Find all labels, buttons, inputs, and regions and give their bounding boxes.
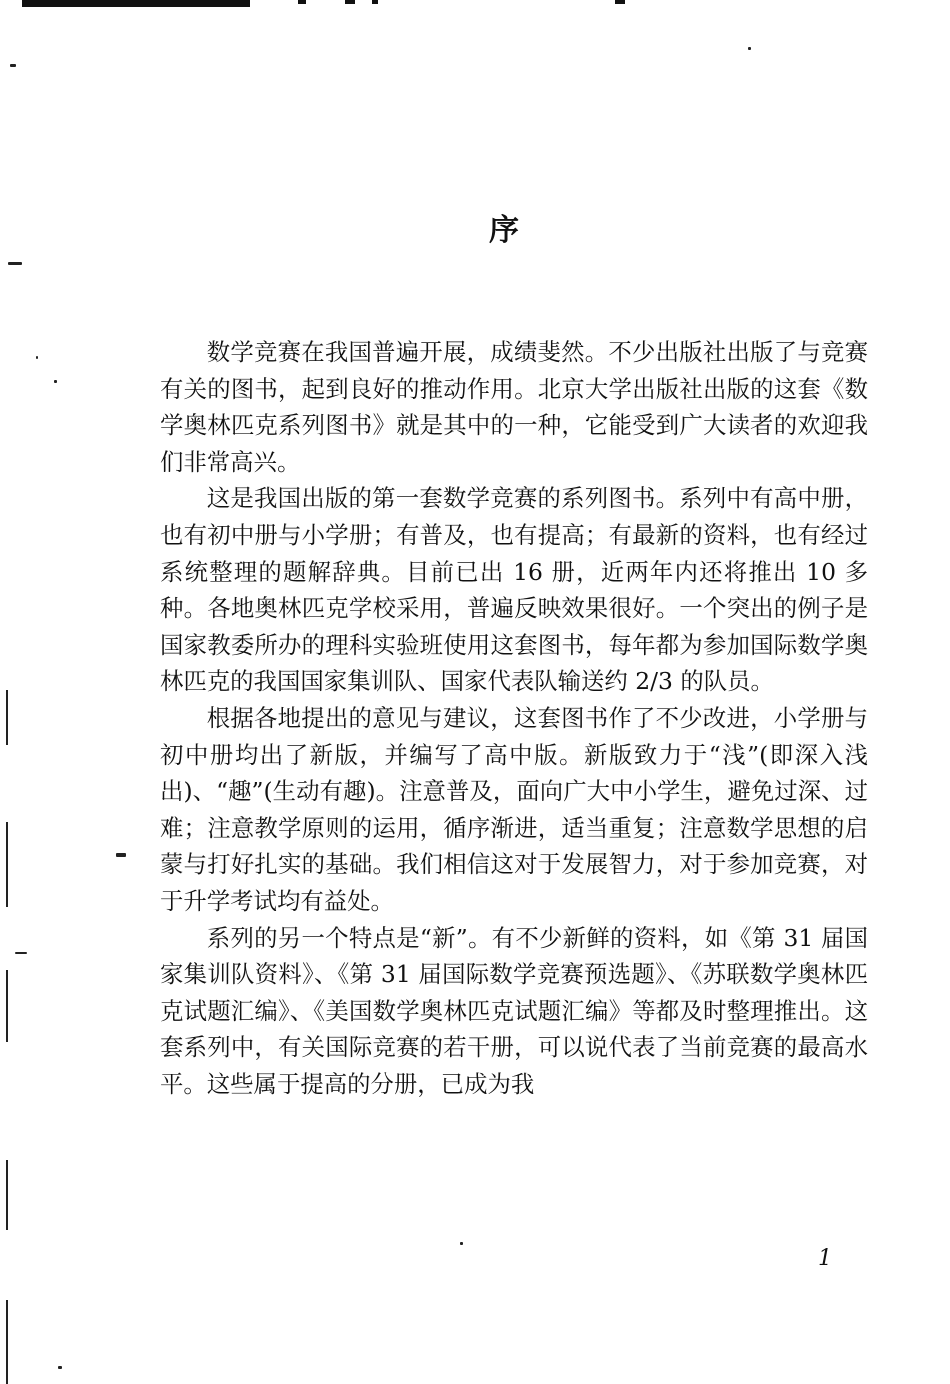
scan-speck [15,952,27,954]
paragraph: 系列的另一个特点是“新”。有不少新鲜的资料，如《第 31 届国家集训队资料》、《第 31 届国际数学竞赛预选题》、《苏联数学奥林匹克试题汇编》、《美国数学奥林匹克试题汇编》等都及时整理推出。这套系列中，有关国际竞赛的若干册，可以说代表了当前竞赛的最高水平。这些属于提高的分册，已成为我 [160,923,868,1098]
scan-top-mark [615,0,625,4]
scan-margin-line [6,1300,8,1384]
scan-speck [116,853,126,857]
scan-margin-line [6,970,8,1042]
scan-speck [8,262,22,265]
paragraph: 数学竞赛在我国普遍开展，成绩斐然。不少出版社出版了与竞赛有关的图书，起到良好的推动作用。北京大学出版社出版的这套《数学奥林匹克系列图书》就是其中的一种，它能受到广大读者的欢迎我们非常高兴。 [160,338,868,476]
scan-margin-line [6,690,8,745]
scan-top-edge-line [22,0,250,7]
page-title: 序 [489,213,521,248]
paragraph: 这是我国出版的第一套数学竞赛的系列图书。系列中有高中册，也有初中册与小学册；有普及，也有提高；有最新的资料，也有经过系统整理的题解辞典。目前已出 16 册，近两年内还将推出 10 多种。各地奥林匹克学校采用，普遍反映效果很好。一个突出的例子是国家教委所办的理科实验班使用这套图书，每年都为参加国际数学奥林匹克的我国国家集训队、国家代表队输送约 2/3 的队员。 [160,484,868,696]
body-text [160,334,868,1102]
scan-top-mark [345,0,355,4]
scan-speck [460,1242,463,1245]
scan-top-mark [298,0,306,4]
scan-speck [58,1366,62,1369]
scan-speck [36,356,38,359]
scan-top-mark [372,0,378,4]
scan-speck [748,47,751,50]
scan-margin-line [6,822,8,907]
scan-speck [54,380,57,383]
scan-speck [10,64,16,67]
page-number: 1 [818,1246,832,1271]
paragraph: 根据各地提出的意见与建议，这套图书作了不少改进，小学册与初中册均出了新版，并编写了高中版。新版致力于“浅”(即深入浅出)、“趣”(生动有趣)。注意普及，面向广大中小学生，避免过深、过难；注意教学原则的运用，循序渐进，适当重复；注意数学思想的启蒙与打好扎实的基础。我们相信这对于发展智力，对于参加竞赛，对于升学考试均有益处。 [160,703,868,915]
scan-margin-line [6,1160,8,1230]
